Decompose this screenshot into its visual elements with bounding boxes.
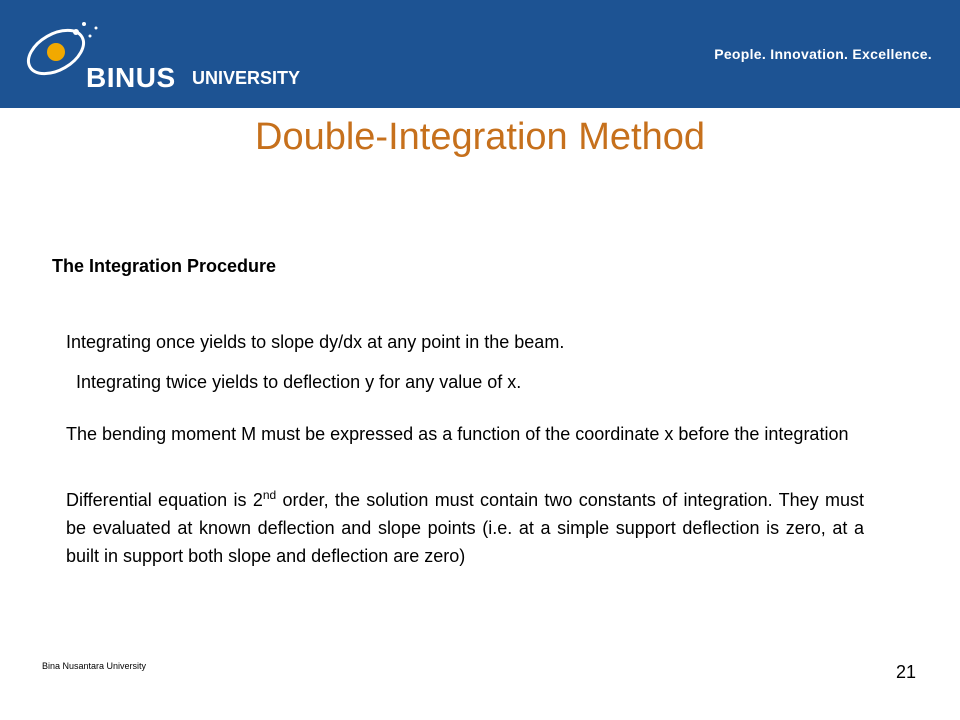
logo-subtext: UNIVERSITY <box>192 68 301 88</box>
body-paragraph-constants <box>66 486 864 570</box>
body-line-slope: Integrating once yields to slope dy/dx at any point in the beam. <box>66 332 565 352</box>
ordinal-superscript: nd <box>262 488 277 502</box>
para-text-start: Differential equation is 2 <box>66 490 263 510</box>
section-heading: The Integration Procedure <box>52 256 277 276</box>
slide-title: Double-Integration Method <box>255 116 705 158</box>
footer-organization: Bina Nusantara University <box>42 661 147 671</box>
header-banner <box>0 0 960 108</box>
body-paragraph-moment: The bending moment M must be expressed as a function of the coordinate x before the integration <box>66 424 849 444</box>
page-number: 21 <box>895 662 916 682</box>
para-text-end: order, the solution must contain two constants of integration. They must be evaluated at known deflection and slope points (i.e. at a simple support deflection is zero, at a built in support both slope and deflection are zero) <box>66 490 864 566</box>
body-line-deflection: Integrating twice yields to deflection y for any value of x. <box>76 372 522 392</box>
logo-wordmark: BINUS <box>86 62 176 93</box>
tagline: People. Innovation. Excellence. <box>714 46 932 62</box>
